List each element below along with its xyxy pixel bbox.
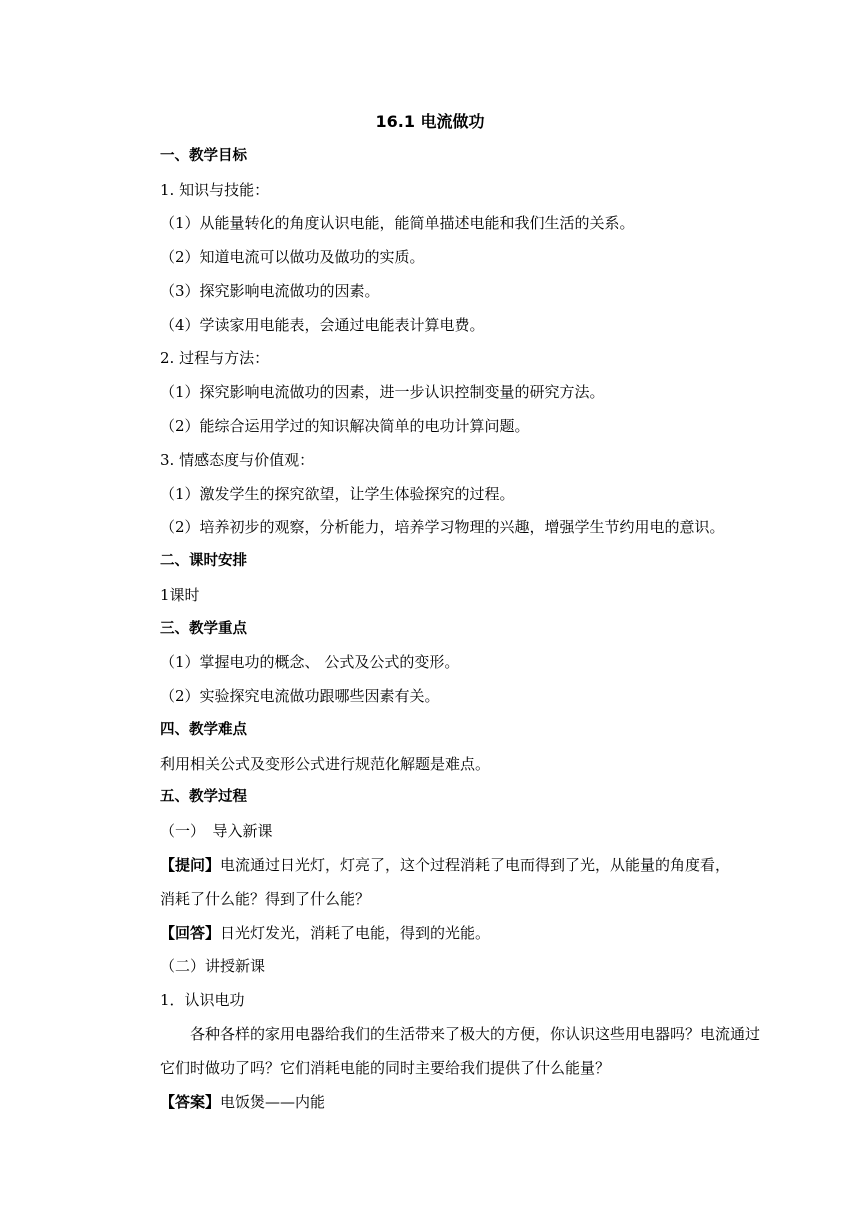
section-heading-process: 五、教学过程 (160, 789, 247, 805)
section-heading-schedule: 二、课时安排 (160, 553, 247, 569)
section-heading-key-points: 三、教学重点 (160, 621, 247, 637)
subsection-label-process: 2. 过程与方法： (160, 349, 270, 367)
paragraph-line2: 它们时做功了吗？它们消耗电能的同时主要给我们提供了什么能量？ (160, 1059, 611, 1077)
list-item: （1）激发学生的探究欲望，让学生体验探究的过程。 (160, 485, 515, 503)
list-item: （4）学读家用电能表，会通过电能表计算电费。 (160, 316, 485, 334)
paragraph-line1: 各种各样的家用电器给我们的生活带来了极大的方便，你认识这些用电器吗？电流通过 (190, 1025, 761, 1043)
question-paragraph-line1 (160, 855, 730, 875)
subsection-label-lecture: （二）讲授新课 (160, 957, 266, 975)
answer-paragraph (160, 923, 490, 943)
question-text: 电流通过日光灯，灯亮了，这个过程消耗了电而得到了光，从能量的角度看， (220, 856, 731, 874)
answer-text: 电饭煲——内能 (220, 1093, 326, 1111)
question-tag: 【提问】 (160, 856, 221, 874)
document-title: 16.1 电流做功 (375, 112, 485, 131)
list-item: （2）实验探究电流做功跟哪些因素有关。 (160, 687, 440, 705)
list-item: （3）探究影响电流做功的因素。 (160, 282, 380, 300)
list-item: （2）培养初步的观察，分析能力，培养学习物理的兴趣，增强学生节约用电的意识。 (160, 518, 725, 536)
section-heading-difficulties: 四、教学难点 (160, 722, 247, 738)
point-label: 1．认识电功 (160, 991, 245, 1009)
list-item: （1）从能量转化的角度认识电能，能简单描述电能和我们生活的关系。 (160, 214, 635, 232)
lecture-answer-paragraph (160, 1092, 325, 1112)
subsection-label-attitude: 3. 情感态度与价值观： (160, 451, 315, 469)
list-item: （2）知道电流可以做功及做功的实质。 (160, 248, 425, 266)
difficulties-text: 利用相关公式及变形公式进行规范化解题是难点。 (160, 755, 491, 773)
answer-tag: 【答案】 (160, 1093, 221, 1111)
schedule-text: 1课时 (160, 586, 200, 604)
subsection-label-intro: （一） 导入新课 (160, 822, 273, 840)
section-heading-goals: 一、教学目标 (160, 148, 247, 164)
list-item: （1）掌握电功的概念、 公式及公式的变形。 (160, 653, 460, 671)
answer-tag: 【回答】 (160, 924, 221, 942)
question-paragraph-line2: 消耗了什么能？得到了什么能？ (160, 890, 371, 908)
subsection-label-knowledge: 1. 知识与技能： (160, 181, 270, 199)
answer-text: 日光灯发光，消耗了电能，得到的光能。 (220, 924, 491, 942)
list-item: （1）探究影响电流做功的因素，进一步认识控制变量的研究方法。 (160, 383, 605, 401)
list-item: （2）能综合运用学过的知识解决简单的电功计算问题。 (160, 417, 530, 435)
